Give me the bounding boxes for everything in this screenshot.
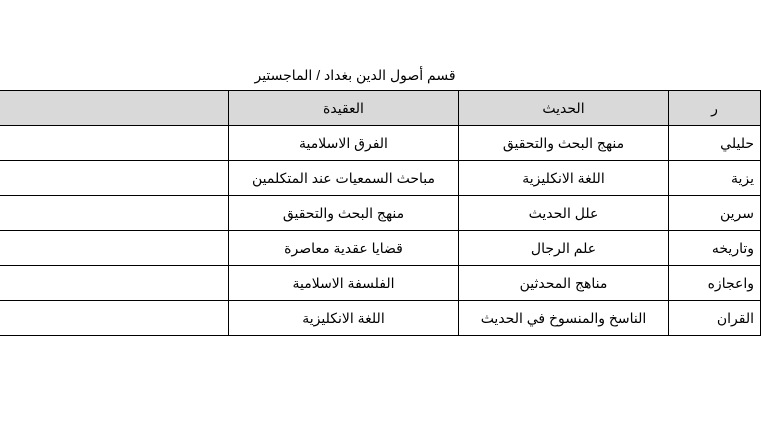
table-cell (0, 231, 229, 266)
table-cell (0, 266, 229, 301)
table-cell: اللغة الانكليزية (459, 161, 669, 196)
header-cell-tafsir: ر (669, 91, 761, 126)
document-title: قسم أصول الدين بغداد / الماجستير (254, 67, 456, 83)
table-cell: قضايا عقدية معاصرة (229, 231, 459, 266)
table-header (0, 91, 761, 126)
table-cell: واعجازه (669, 266, 761, 301)
table-cell: الفرق الاسلامية (229, 126, 459, 161)
header-row (0, 91, 761, 126)
table-cell (0, 301, 229, 336)
table-cell: القران (669, 301, 761, 336)
header-cell-aqida: العقيدة (229, 91, 459, 126)
table-row (0, 196, 761, 231)
curriculum-table-container (0, 90, 760, 336)
table-body (0, 126, 761, 336)
table-cell (0, 161, 229, 196)
table-cell: مناهج المحدثين (459, 266, 669, 301)
table-row (0, 231, 761, 266)
table-cell: علل الحديث (459, 196, 669, 231)
table-cell: سرين (669, 196, 761, 231)
table-cell: يزية (669, 161, 761, 196)
table-row (0, 161, 761, 196)
table-cell: مباحث السمعيات عند المتكلمين (229, 161, 459, 196)
table-cell: الفلسفة الاسلامية (229, 266, 459, 301)
table-cell (0, 196, 229, 231)
table-row (0, 301, 761, 336)
table-cell: وتاريخه (669, 231, 761, 266)
header-cell-hadith: الحديث (459, 91, 669, 126)
table-cell: اللغة الانكليزية (229, 301, 459, 336)
table-cell (0, 126, 229, 161)
curriculum-table (0, 90, 761, 336)
table-row (0, 126, 761, 161)
table-cell: منهج البحث والتحقيق (459, 126, 669, 161)
table-row (0, 266, 761, 301)
table-cell: علم الرجال (459, 231, 669, 266)
table-cell: حليلي (669, 126, 761, 161)
table-cell: الناسخ والمنسوخ في الحديث (459, 301, 669, 336)
header-cell-adyan (0, 91, 229, 126)
table-cell: منهج البحث والتحقيق (229, 196, 459, 231)
